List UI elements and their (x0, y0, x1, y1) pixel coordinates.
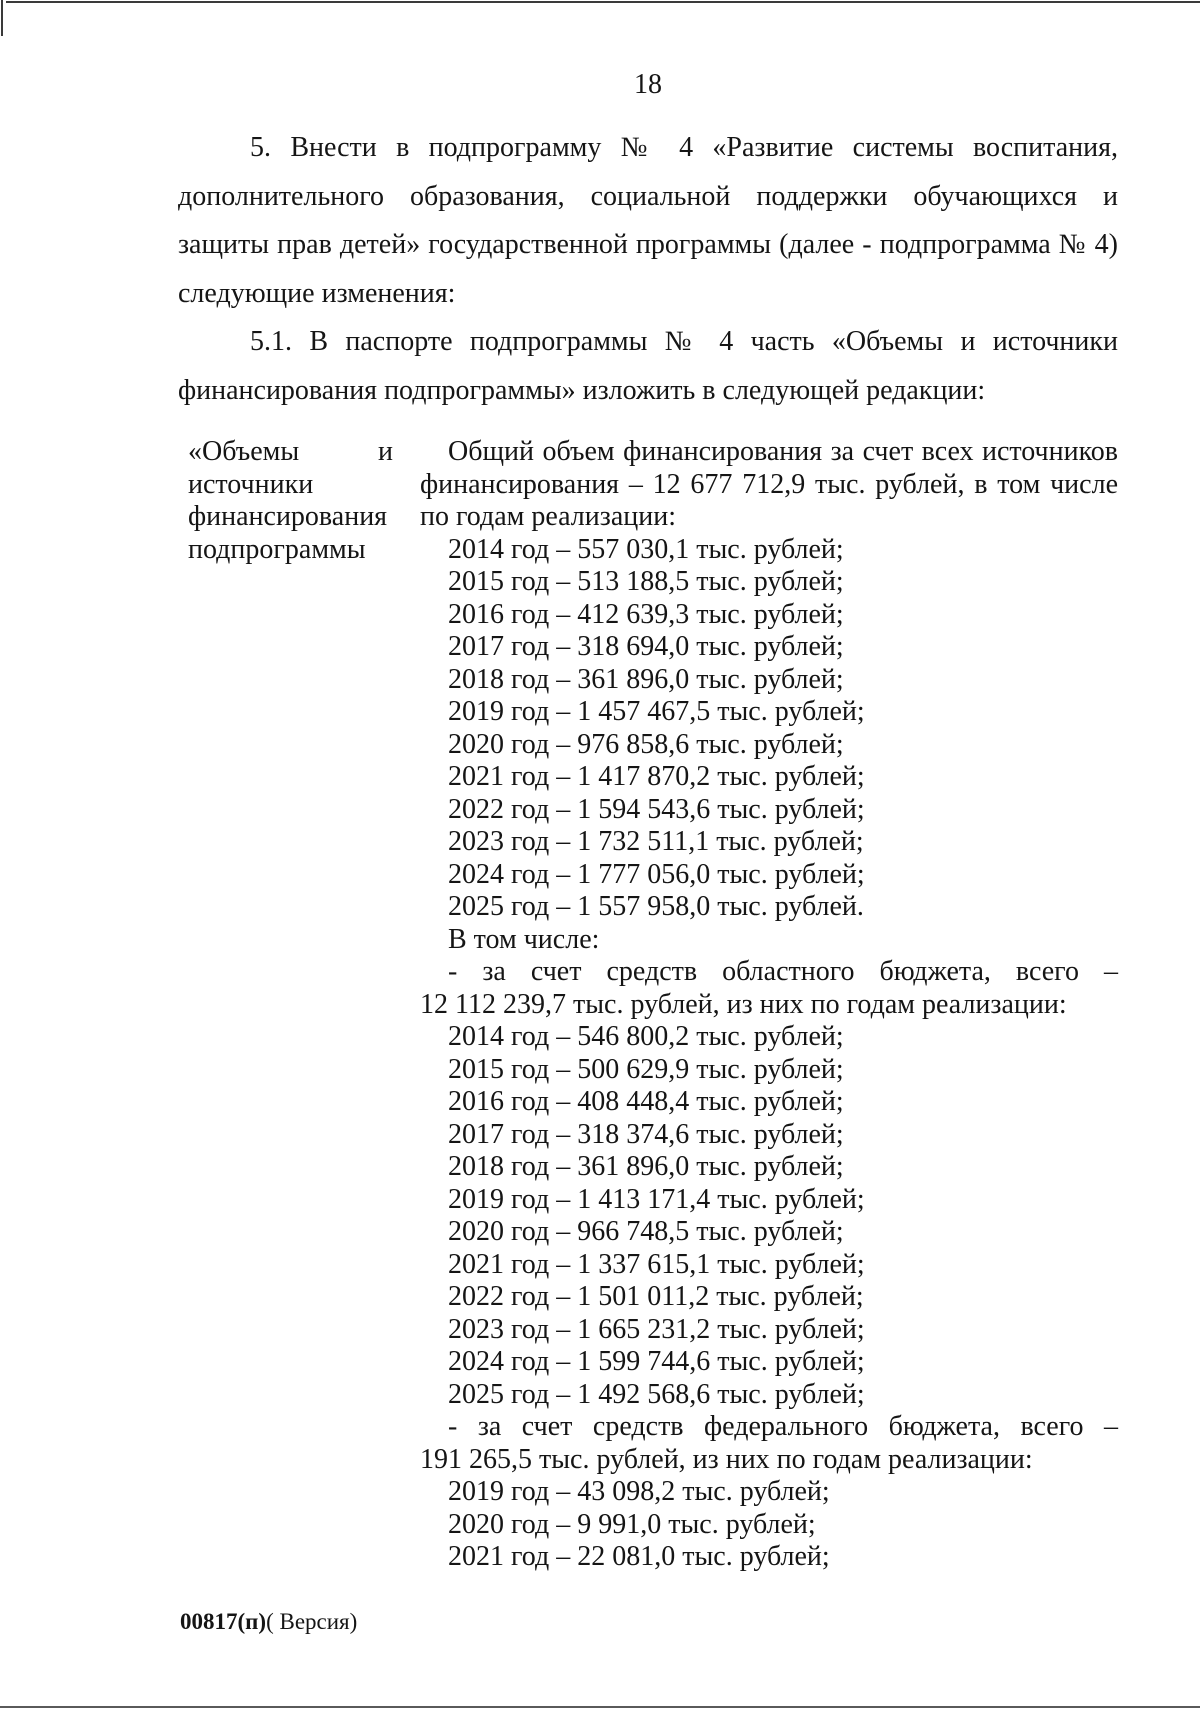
regional-year-line: 2018 год – 361 896,0 тыс. рублей; (448, 1151, 844, 1182)
federal-year-line: 2020 год – 9 991,0 тыс. рублей; (448, 1508, 816, 1540)
regional-year-line: 2017 год – 318 374,6 тыс. рублей; (448, 1118, 844, 1150)
regional-year-line: 2015 год – 500 629,9 тыс. рублей; (448, 1053, 844, 1085)
federal-intro-line: 191 265,5 тыс. рублей, из них по годам реализации: (420, 1443, 1033, 1475)
regional-intro-line: - за счет средств областного бюджета, всего – (448, 956, 1118, 987)
regional-year-line: 2022 год – 1 501 011,2 тыс. рублей; (448, 1281, 864, 1312)
total-intro-line: Общий объем финансирования за счет всех источников (448, 436, 1118, 467)
page-number: 18 (634, 69, 662, 100)
total-year-line: 2015 год – 513 188,5 тыс. рублей; (448, 566, 844, 597)
document-body (178, 124, 1118, 415)
regional-year-line: 2019 год – 1 413 171,4 тыс. рублей; (448, 1183, 865, 1215)
total-financing-block (420, 436, 1118, 924)
total-year-line: 2016 год – 412 639,3 тыс. рублей; (448, 598, 844, 630)
passport-label-line: финансирования (188, 501, 388, 532)
scan-edge-left (1, 0, 3, 36)
total-intro-line: по годам реализации: (420, 501, 676, 532)
paragraph-line: защиты прав детей» государственной программы (далее - подпрограмма № 4) (178, 229, 1118, 260)
document-code: 00817(п) (180, 1609, 267, 1634)
regional-year-line: 2023 год – 1 665 231,2 тыс. рублей; (448, 1313, 865, 1345)
total-year-line: 2019 год – 1 457 467,5 тыс. рублей; (448, 696, 865, 727)
regional-year-line: 2014 год – 546 800,2 тыс. рублей; (448, 1021, 844, 1052)
document-version: ( Версия) (266, 1609, 358, 1634)
total-year-line: 2020 год – 976 858,6 тыс. рублей; (448, 728, 844, 760)
regional-year-line: 2025 год – 1 492 568,6 тыс. рублей; (448, 1378, 865, 1410)
regional-budget-block (420, 956, 1118, 1411)
passport-value-column (420, 436, 1118, 1574)
federal-year-line: 2019 год – 43 098,2 тыс. рублей; (448, 1476, 830, 1507)
paragraph-line: следующие изменения: (178, 277, 456, 309)
including-label: В том числе: (448, 923, 600, 955)
passport-label-column (188, 436, 393, 566)
total-year-line: 2017 год – 318 694,0 тыс. рублей; (448, 631, 844, 662)
total-year-line: 2018 год – 361 896,0 тыс. рублей; (448, 663, 844, 695)
federal-intro-line: - за счет средств федерального бюджета, всего – (448, 1411, 1118, 1442)
total-year-line: 2023 год – 1 732 511,1 тыс. рублей; (448, 826, 864, 857)
total-year-line: 2024 год – 1 777 056,0 тыс. рублей; (448, 858, 865, 890)
paragraph-line: 5. Внести в подпрограмму № 4 «Развитие системы воспитания, (250, 132, 1118, 163)
regional-year-line: 2016 год – 408 448,4 тыс. рублей; (448, 1086, 844, 1117)
paragraph-5 (178, 124, 1118, 318)
passport-label-line: подпрограммы (188, 533, 366, 565)
scan-edge-bottom (0, 1706, 1200, 1708)
federal-budget-block (420, 1411, 1118, 1574)
passport-label-line: «Объемы и (188, 436, 393, 467)
federal-year-line: 2021 год – 22 081,0 тыс. рублей; (448, 1541, 830, 1572)
regional-year-line: 2024 год – 1 599 744,6 тыс. рублей; (448, 1346, 865, 1377)
regional-year-line: 2021 год – 1 337 615,1 тыс. рублей; (448, 1248, 865, 1280)
total-year-line: 2022 год – 1 594 543,6 тыс. рублей; (448, 793, 865, 825)
regional-intro-line: 12 112 239,7 тыс. рублей, из них по годам реализации: (420, 988, 1067, 1020)
total-year-line: 2021 год – 1 417 870,2 тыс. рублей; (448, 761, 865, 792)
passport-label-line: источники (188, 468, 314, 500)
total-year-line: 2014 год – 557 030,1 тыс. рублей; (448, 533, 844, 565)
regional-year-line: 2020 год – 966 748,5 тыс. рублей; (448, 1216, 844, 1247)
paragraph-line: 5.1. В паспорте подпрограммы № 4 часть «Объемы и источники (250, 326, 1118, 357)
document-footer (180, 1608, 357, 1636)
paragraph-line: дополнительного образования, социальной поддержки обучающихся и (178, 180, 1118, 212)
paragraph-line: финансирования подпрограммы» изложить в следующей редакции: (178, 374, 986, 406)
total-year-line: 2025 год – 1 557 958,0 тыс. рублей. (448, 891, 864, 922)
total-intro-line: финансирования – 12 677 712,9 тыс. рублей, в том числе (420, 468, 1118, 500)
scan-edge-top (6, 1, 1200, 3)
paragraph-5-1 (178, 318, 1118, 415)
